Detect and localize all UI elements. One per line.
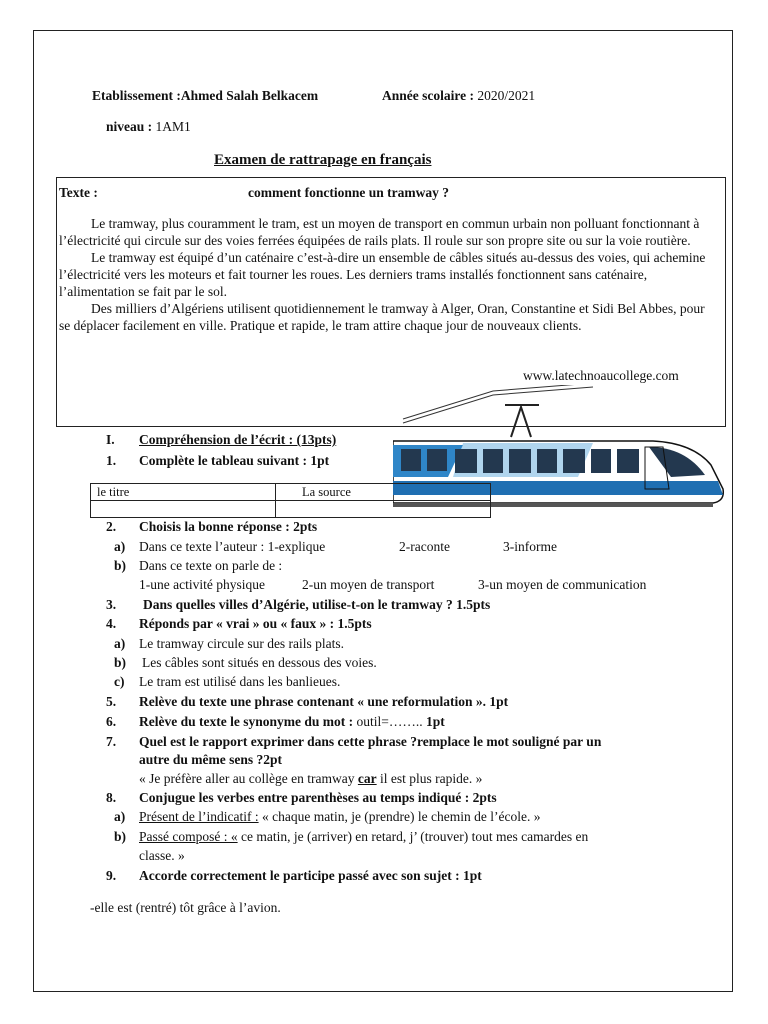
q8-b-tense: Passé composé : «: [139, 829, 238, 844]
paragraph-1: Le tramway, plus couramment le tram, est un moyen de transport en commun urbain non polluant fonctionnant à l’électricité qui circule sur des voies ferrées équipées de rails plats. Il roule sur son propre site ou sur la voie routière.: [59, 216, 700, 248]
q4-b-label: b): [114, 655, 127, 670]
q6-line: [139, 713, 445, 730]
school-name: Ahmed Salah Belkacem: [180, 88, 319, 103]
q1-text: Complète le tableau suivant : 1pt: [139, 453, 330, 468]
q2-number: 2.: [106, 519, 117, 534]
q2-b-option-1: 1-une activité physique: [139, 577, 265, 592]
q6-points: 1pt: [425, 714, 445, 729]
q7-quote-before: « Je préfère aller au collège en tramway: [139, 771, 355, 786]
section-1-title: Compréhension de l’écrit : (13pts): [139, 432, 337, 447]
paragraph-2: Le tramway est équipé d’un caténaire c’est-à-dire un ensemble de câbles situés au-dessus des voies, qui achemine l’électricité vers les moteurs et fait tourner les roues. Les derniers trams installés fonctionnent sans caténaire, l’alimentation se fait par le sol.: [59, 250, 706, 299]
answer-table: [90, 483, 491, 518]
q2-b-text: Dans ce texte on parle de :: [139, 558, 283, 573]
q3-text: Dans quelles villes d’Algérie, utilise-t-on le tramway ? 1.5pts: [143, 597, 491, 612]
section-1-number: I.: [106, 432, 115, 447]
text-label: Texte :: [59, 185, 98, 200]
q4-text: Réponds par « vrai » ou « faux » : 1.5pts: [139, 616, 372, 631]
q8-a-tense: Présent de l’indicatif :: [139, 809, 259, 824]
school-line: [92, 87, 318, 104]
q2-b-label: b): [114, 558, 127, 573]
q8-b-text-continued: classe. »: [139, 848, 185, 863]
q8-b-text: ce matin, je (arriver) en retard, j’ (trouver) tout mes camardes en: [241, 829, 589, 844]
q3-number: 3.: [106, 597, 117, 612]
q4-number: 4.: [106, 616, 117, 631]
q8-b-line: [139, 828, 588, 845]
q9-text: Accorde correctement le participe passé avec son sujet : 1pt: [139, 868, 482, 883]
text-body: [59, 215, 719, 334]
table-cell-title[interactable]: [91, 501, 276, 518]
q2-b-option-2: 2-un moyen de transport: [302, 577, 435, 592]
table-cell-source[interactable]: [276, 501, 491, 518]
q5-text: Relève du texte une phrase contenant « une reformulation ». 1pt: [139, 694, 509, 709]
level-line: [106, 118, 191, 135]
q7-quote-after: il est plus rapide. »: [380, 771, 483, 786]
q7-number: 7.: [106, 734, 117, 749]
exam-title: Examen de rattrapage en français: [214, 152, 432, 168]
q7-quote-word: car: [357, 771, 377, 786]
q8-text: Conjugue les verbes entre parenthèses au temps indiqué : 2pts: [139, 790, 497, 805]
q2-a-text: Dans ce texte l’auteur : 1-explique: [139, 539, 326, 554]
q8-number: 8.: [106, 790, 117, 805]
q4-b-text: Les câbles sont situés en dessous des voies.: [142, 655, 377, 670]
q6-number: 6.: [106, 714, 117, 729]
table-header-title: le titre: [91, 484, 276, 501]
q8-a-line: [139, 808, 540, 825]
year-value: 2020/2021: [477, 88, 536, 103]
q8-b-label: b): [114, 829, 127, 844]
q5-number: 5.: [106, 694, 117, 709]
text-source: www.latechnoaucollege.com: [523, 368, 679, 383]
school-label: Etablissement :: [92, 88, 181, 103]
q8-a-label: a): [114, 809, 126, 824]
q4-c-label: c): [114, 674, 125, 689]
q6-text: Relève du texte le synonyme du mot :: [139, 714, 354, 729]
q2-a-option-3: 3-informe: [503, 539, 557, 554]
level-value: 1AM1: [155, 119, 191, 134]
q7-line-1: Quel est le rapport exprimer dans cette phrase ?remplace le mot souligné par un: [139, 734, 602, 749]
q8-a-text: « chaque matin, je (prendre) le chemin de l’école. »: [261, 809, 541, 824]
q4-a-text: Le tramway circule sur des rails plats.: [139, 636, 345, 651]
year-line: [382, 87, 535, 104]
q2-a-label: a): [114, 539, 126, 554]
paragraph-3: Des milliers d’Algériens utilisent quotidiennement le tramway à Alger, Oran, Constantine et Sidi Bel Abbes, pour se déplacer facilement en ville. Pratique et rapide, le tram attire chaque jour de nouveaux clients.: [59, 301, 705, 333]
q7-line-2: autre du même sens ?2pt: [139, 752, 282, 767]
q2-text: Choisis la bonne réponse : 2pts: [139, 519, 318, 534]
q4-a-label: a): [114, 636, 126, 651]
q1-number: 1.: [106, 453, 117, 468]
q9-number: 9.: [106, 868, 117, 883]
text-title: comment fonctionne un tramway ?: [248, 185, 449, 200]
q2-a-option-2: 2-raconte: [399, 539, 450, 554]
year-label: Année scolaire :: [382, 88, 474, 103]
q6-rest: outil=……..: [356, 714, 423, 729]
q4-c-text: Le tram est utilisé dans les banlieues.: [139, 674, 341, 689]
table-header-source: La source: [276, 484, 491, 501]
final-sentence: -elle est (rentré) tôt grâce à l’avion.: [90, 900, 281, 915]
level-label: niveau :: [106, 119, 153, 134]
q2-b-option-3: 3-un moyen de communication: [478, 577, 647, 592]
q7-quote: [139, 770, 482, 787]
